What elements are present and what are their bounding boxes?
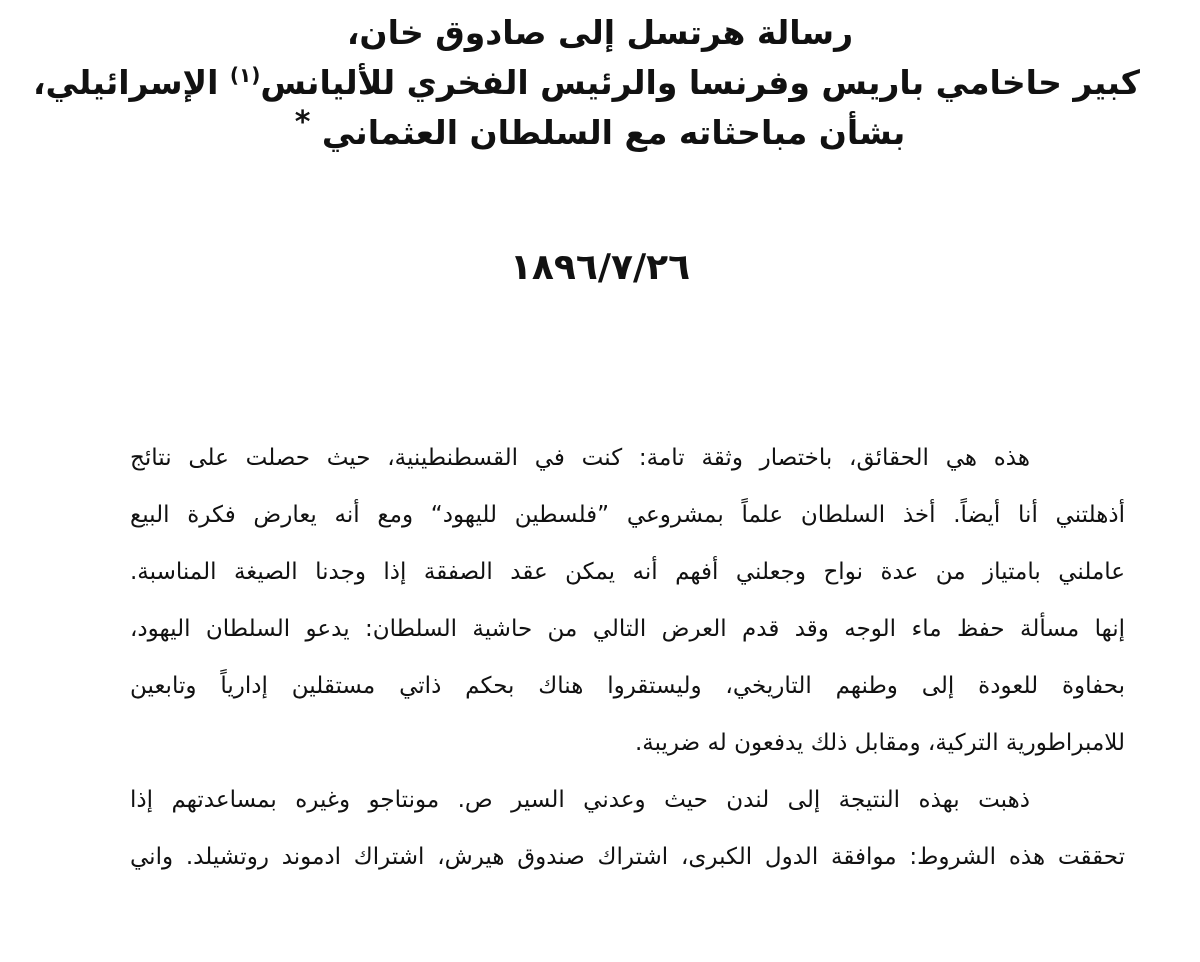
footnote-reference[interactable]: (١) xyxy=(229,63,261,87)
letter-body xyxy=(130,430,1125,886)
title-line-2-part-1: كبير حاخامي باريس وفرنسا والرئيس الفخري للأليانس xyxy=(260,63,1140,102)
asterisk-note-mark[interactable]: * xyxy=(294,105,311,140)
body-line: عاملني بامتياز من عدة نواح وجعلني أفهم أنه يمكن عقد الصفقة إذا وجدنا الصيغة المناسبة. xyxy=(130,559,1125,585)
document-title xyxy=(32,8,1140,158)
body-line: هذه هي الحقائق، باختصار وثقة تامة: كنت في القسطنطينية، حيث حصلت على نتائج xyxy=(130,445,1030,471)
title-line-3 xyxy=(60,105,1140,158)
body-line: بحفاوة للعودة إلى وطنهم التاريخي، وليستقروا هناك بحكم ذاتي مستقلين إدارياً وتابعين xyxy=(130,673,1125,699)
body-line: ذهبت بهذه النتيجة إلى لندن حيث وعدني السير ص. مونتاجو وغيره بمساعدتهم إذا xyxy=(130,787,1030,813)
title-line-3-text: بشأن مباحثاته مع السلطان العثماني xyxy=(321,113,906,152)
body-line: إنها مسألة حفظ ماء الوجه وقد قدم العرض التالي من حاشية السلطان: يدعو السلطان اليهود، xyxy=(130,616,1125,642)
title-line-2 xyxy=(32,58,1140,108)
body-line: أذهلتني أنا أيضاً. أخذ السلطان علماً بمشروعي ”فلسطين لليهود“ ومع أنه يعارض فكرة البيع xyxy=(130,502,1125,528)
title-line-2-part-2: الإسرائيلي، xyxy=(32,63,230,102)
title-line-1: رسالة هرتسل إلى صادوق خان، xyxy=(346,13,854,52)
letter-date: ١٨٩٦/٧/٢٦ xyxy=(509,247,691,288)
body-line: تحققت هذه الشروط: موافقة الدول الكبرى، اشتراك صندوق هيرش، اشتراك ادموند روتشيلد. واني xyxy=(130,844,1125,870)
body-line: للامبراطورية التركية، ومقابل ذلك يدفعون له ضريبة. xyxy=(634,730,1125,756)
